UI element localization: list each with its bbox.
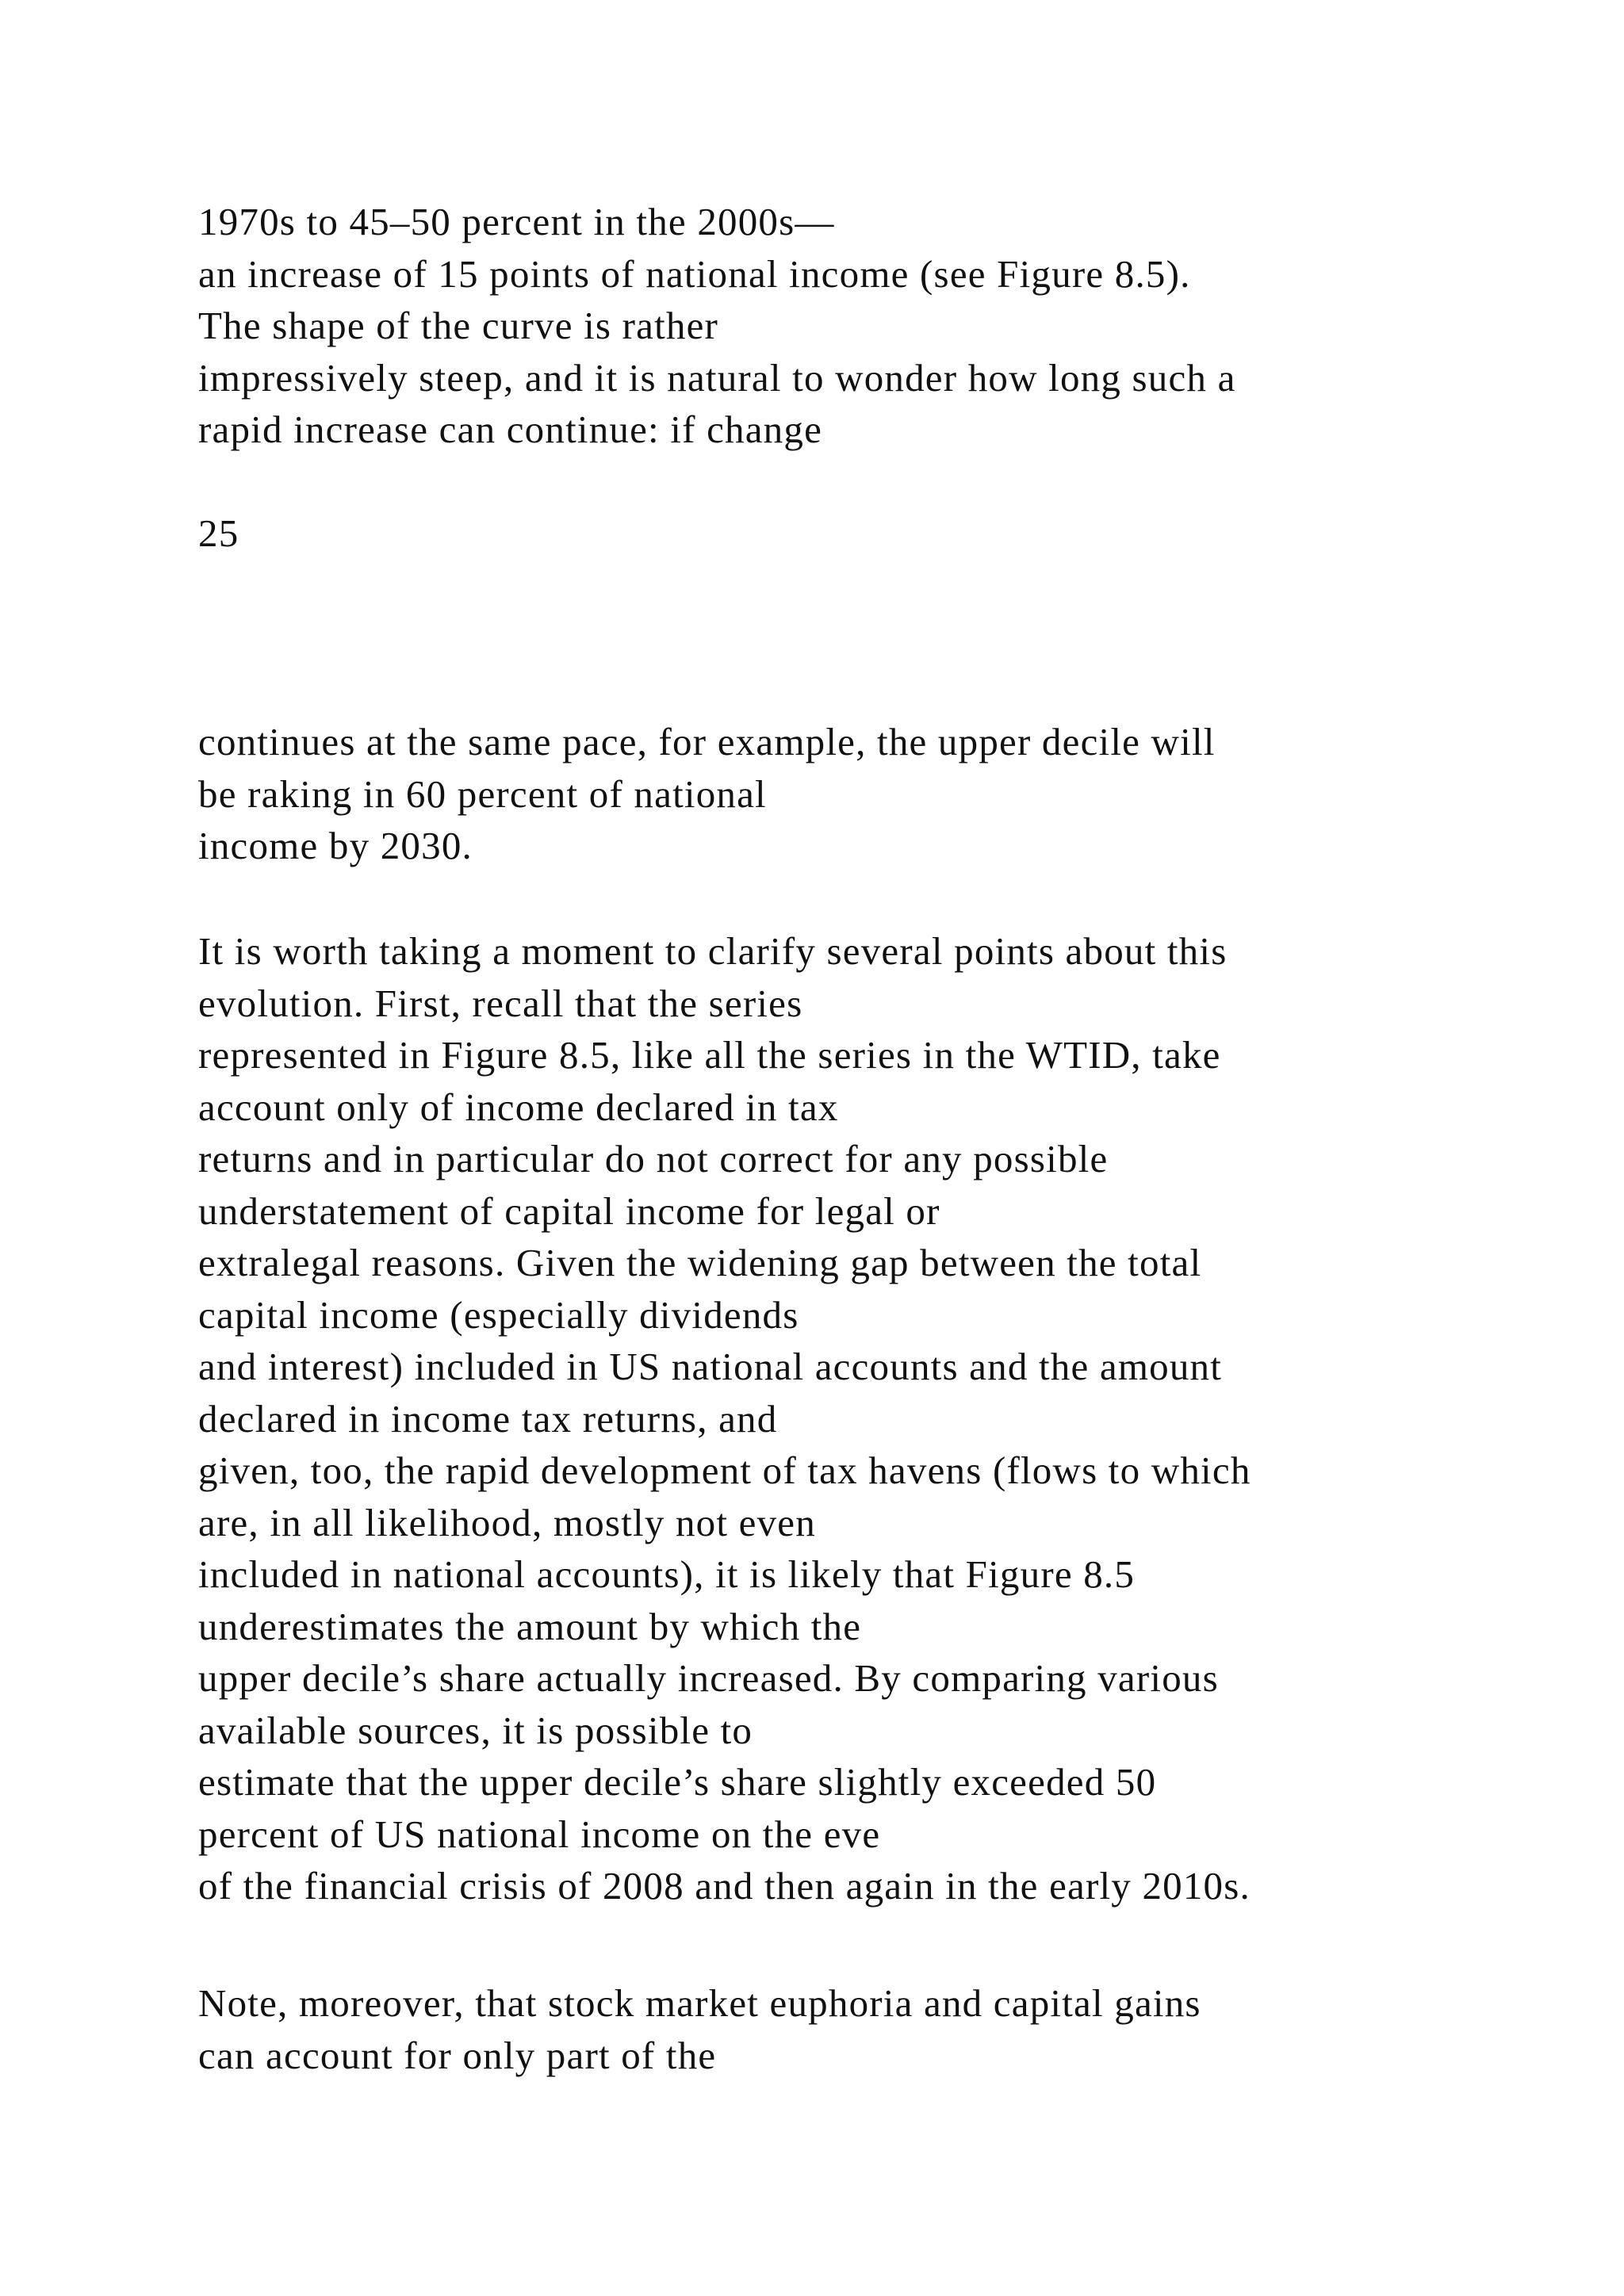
text-line: an increase of 15 points of national income (see Figure 8.5). (198, 251, 1191, 296)
text-line: extralegal reasons. Given the widening gap between the total (198, 1241, 1202, 1284)
text-line: income by 2030. (198, 824, 473, 867)
text-line: be raking in 60 percent of national (198, 771, 767, 816)
text-line: can account for only part of the (198, 2033, 717, 2077)
text-line: The shape of the curve is rather (198, 304, 719, 347)
paragraph-2 (198, 716, 1594, 872)
paragraph-1 (198, 196, 1594, 456)
text-line: impressively steep, and it is natural to wonder how long such a (198, 355, 1236, 400)
text-line: capital income (especially dividends (198, 1292, 799, 1337)
text-line: are, in all likelihood, mostly not even (198, 1500, 816, 1544)
text-line: rapid increase can continue: if change (198, 408, 823, 451)
paragraph-4 (198, 1977, 1594, 2081)
page-number: 25 (198, 511, 239, 555)
text-line: percent of US national income on the eve (198, 1812, 881, 1856)
text-line: and interest) included in US national accounts and the amount (198, 1345, 1223, 1388)
text-line: 1970s to 45–50 percent in the 2000s— (198, 200, 835, 243)
text-line: included in national accounts), it is likely that Figure 8.5 (198, 1552, 1136, 1596)
paragraph-3 (198, 925, 1594, 1912)
text-line: upper decile’s share actually increased. By comparing various (198, 1656, 1219, 1700)
text-line: understatement of capital income for legal or (198, 1188, 940, 1233)
page-number-block (198, 507, 1594, 560)
text-line: of the financial crisis of 2008 and then again in the early 2010s. (198, 1864, 1251, 1908)
text-line: underestimates the amount by which the (198, 1604, 862, 1648)
text-line: declared in income tax returns, and (198, 1396, 778, 1441)
text-line: estimate that the upper decile’s share slightly exceeded 50 (198, 1760, 1157, 1804)
text-line: continues at the same pace, for example, the upper decile will (198, 720, 1216, 763)
text-line: It is worth taking a moment to clarify several points about this (198, 929, 1228, 973)
text-line: given, too, the rapid development of tax havens (flows to which (198, 1448, 1251, 1492)
text-line: account only of income declared in tax (198, 1085, 839, 1129)
text-line: Note, moreover, that stock market euphoria and capital gains (198, 1981, 1201, 2025)
text-line: returns and in particular do not correct for any possible (198, 1137, 1109, 1181)
text-line: represented in Figure 8.5, like all the series in the WTID, take (198, 1033, 1221, 1077)
text-line: available sources, it is possible to (198, 1708, 753, 1752)
text-line: evolution. First, recall that the series (198, 981, 803, 1025)
